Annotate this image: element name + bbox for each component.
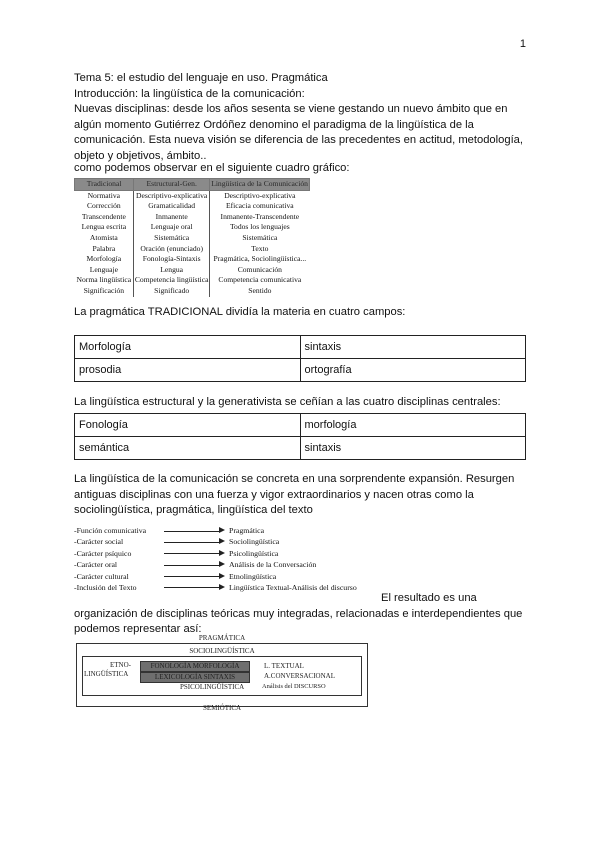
diagram-label-etno: ETNO- — [110, 661, 131, 669]
table-cell: sintaxis — [300, 336, 526, 359]
disciplines-diagram — [76, 634, 368, 716]
table-cell: Corrección — [86, 201, 121, 211]
table-cell: Descriptivo-explicativa — [134, 190, 210, 201]
arrow-target: Lingüística Textual-Análisis del discurso — [229, 582, 357, 592]
arrow-right-icon — [219, 584, 225, 590]
arrow-right-icon — [219, 538, 225, 544]
arrow-source: -Carácter social — [74, 537, 124, 547]
table-cell: ortografía — [300, 359, 526, 382]
paragraph-traditional: La pragmática TRADICIONAL dividía la materia en cuatro campos: — [74, 306, 406, 318]
paragraph-as-seen: como podemos observar en el siguiente cuadro gráfico: — [74, 161, 350, 174]
paragraph-result: organización de disciplinas teóricas muy integradas, relacionadas e interdependientes que podemos representar así: — [74, 607, 523, 636]
table-cell: Comunicación — [210, 265, 310, 276]
table-cell: Morfología — [75, 336, 301, 359]
diagram-label-analisis-discurso: Análisis del DISCURSO — [262, 683, 326, 690]
arrow-line — [164, 553, 221, 554]
arrow-source: -Carácter oral — [74, 560, 118, 570]
table-cell: Normativa — [87, 190, 121, 200]
comparison-header-row — [75, 179, 310, 191]
table-row — [75, 244, 310, 255]
intro-heading: Introducción: la lingüística de la comunicación: — [74, 87, 305, 100]
comparison-table — [74, 178, 310, 297]
table-cell: Competencia lingüística — [134, 275, 209, 285]
diagram-core-lexicologia-sintaxis: LEXICOLOGÍA SINTAXIS — [140, 672, 250, 683]
table-row — [75, 336, 526, 359]
diagram-core-fonologia-morfologia: FONOLOGÍA MORFOLOGÍA — [140, 661, 250, 672]
diagram-label-l-textual: L. TEXTUAL — [264, 662, 304, 670]
table-cell: Descriptivo-explicativa — [210, 190, 310, 201]
table-cell: Lengua — [134, 265, 210, 276]
comparison-header: Estructural-Gen. — [134, 179, 210, 191]
table-cell: Atomista — [89, 232, 118, 242]
arrow-target: Pragmática — [229, 526, 265, 535]
table-cell: Significado — [134, 286, 210, 297]
table-cell: Inmanente — [134, 212, 210, 223]
arrow-target: Sociolingüística — [229, 537, 280, 547]
table-cell: Norma lingüística — [76, 275, 132, 285]
table-cell: Fonología-Sintaxis — [134, 254, 210, 265]
table-row — [75, 265, 310, 276]
table-row — [75, 190, 310, 201]
arrow-source: -Función comunicativa — [74, 526, 147, 535]
table-row — [75, 222, 310, 233]
table-cell: Significación — [83, 285, 125, 295]
paragraph-result-start: El resultado es una — [381, 592, 477, 604]
arrow-target: Psicolingüística — [229, 548, 279, 558]
arrow-line — [164, 542, 221, 543]
arrow-line — [164, 576, 221, 577]
arrow-right-icon — [219, 561, 225, 567]
arrow-source: -Carácter cultural — [74, 571, 129, 581]
table-cell: Pragmática, Sociolingüística... — [210, 254, 310, 265]
table-cell: Oración (enunciado) — [134, 244, 210, 255]
arrow-target: Análisis de la Conversación — [229, 560, 317, 570]
table-cell: Palabra — [92, 243, 116, 253]
diagram-label-sociolinguistica: SOCIOLINGÜÍSTICA — [189, 647, 255, 655]
arrow-source: -Carácter psíquico — [74, 548, 132, 558]
table-cell: sintaxis — [300, 437, 526, 460]
structural-table — [74, 413, 526, 460]
table-cell: Fonología — [75, 414, 301, 437]
table-cell: Lenguaje — [89, 264, 118, 274]
page-number: 1 — [519, 38, 526, 50]
table-cell: Gramaticalidad — [134, 201, 210, 212]
table-cell: Texto — [210, 244, 310, 255]
table-cell: Todos los lenguajes — [210, 222, 310, 233]
table-cell: Sentido — [210, 286, 310, 297]
table-cell: Sistemática — [134, 233, 210, 244]
table-cell: Lenguaje oral — [134, 222, 210, 233]
table-row — [75, 437, 526, 460]
diagram-label-psicolinguistica: PSICOLINGÜÍSTICA — [180, 683, 245, 691]
table-cell: Eficacia comunicativa — [210, 201, 310, 212]
arrow-line — [164, 531, 221, 532]
arrow-right-icon — [219, 550, 225, 556]
diagram-label-semiotica: SEMIÓTICA — [202, 704, 242, 712]
paragraph-structural: La lingüística estructural y la generativista se ceñían a las cuatro disciplinas centrales: — [74, 396, 501, 408]
traditional-table — [74, 335, 526, 382]
table-row — [75, 414, 526, 437]
table-row — [75, 286, 310, 297]
table-cell: morfología — [300, 414, 526, 437]
arrow-line — [164, 565, 221, 566]
table-row — [75, 359, 526, 382]
arrow-line — [164, 587, 221, 588]
paragraph-communication: La lingüística de la comunicación se concreta en una sorprendente expansión. Resurgen antiguas disciplinas con una fuerza y vigor extraordinarios y nacen otras como la sociolingüística, pragmática, lingüística del texto — [74, 473, 515, 517]
comparison-header: Lingüística de la Comunicación — [210, 179, 310, 191]
table-cell: Lengua escrita — [81, 222, 127, 232]
document-title: Tema 5: el estudio del lenguaje en uso. Pragmática — [74, 72, 328, 84]
table-row — [75, 254, 310, 265]
diagram-label-pragmatica: PRAGMÁTICA — [198, 634, 246, 642]
table-cell: semántica — [75, 437, 301, 460]
table-cell: Morfología — [86, 254, 122, 264]
arrow-right-icon — [219, 527, 225, 533]
table-row — [75, 201, 310, 212]
table-cell: prosodia — [75, 359, 301, 382]
arrow-right-icon — [219, 573, 225, 579]
table-cell: Transcendente — [81, 211, 126, 221]
table-row — [75, 233, 310, 244]
paragraph-new-disciplines: Nuevas disciplinas: desde los años sesenta se viene gestando un nuevo ámbito que en algún momento Gutiérrez Ordóñez denomino el paradigma de la lingüística de la comunicación. Esta nueva visión se diferencia de las precedentes en actitud, metodología, objeto y objetivos, ámbito.. — [74, 103, 524, 162]
table-cell: Sistemática — [210, 233, 310, 244]
table-cell: Competencia comunicativa — [210, 275, 310, 286]
table-row — [75, 212, 310, 223]
diagram-label-a-conversacional: A.CONVERSACIONAL — [264, 672, 335, 680]
arrow-source: -Inclusión del Texto — [74, 582, 137, 592]
table-cell: Inmanente-Transcendente — [210, 212, 310, 223]
table-row — [75, 275, 310, 286]
diagram-label-linguistica: LINGÜÍSTICA — [84, 670, 129, 678]
comparison-header: Tradicional — [75, 179, 134, 191]
arrow-target: Etnolingüística — [229, 571, 277, 581]
